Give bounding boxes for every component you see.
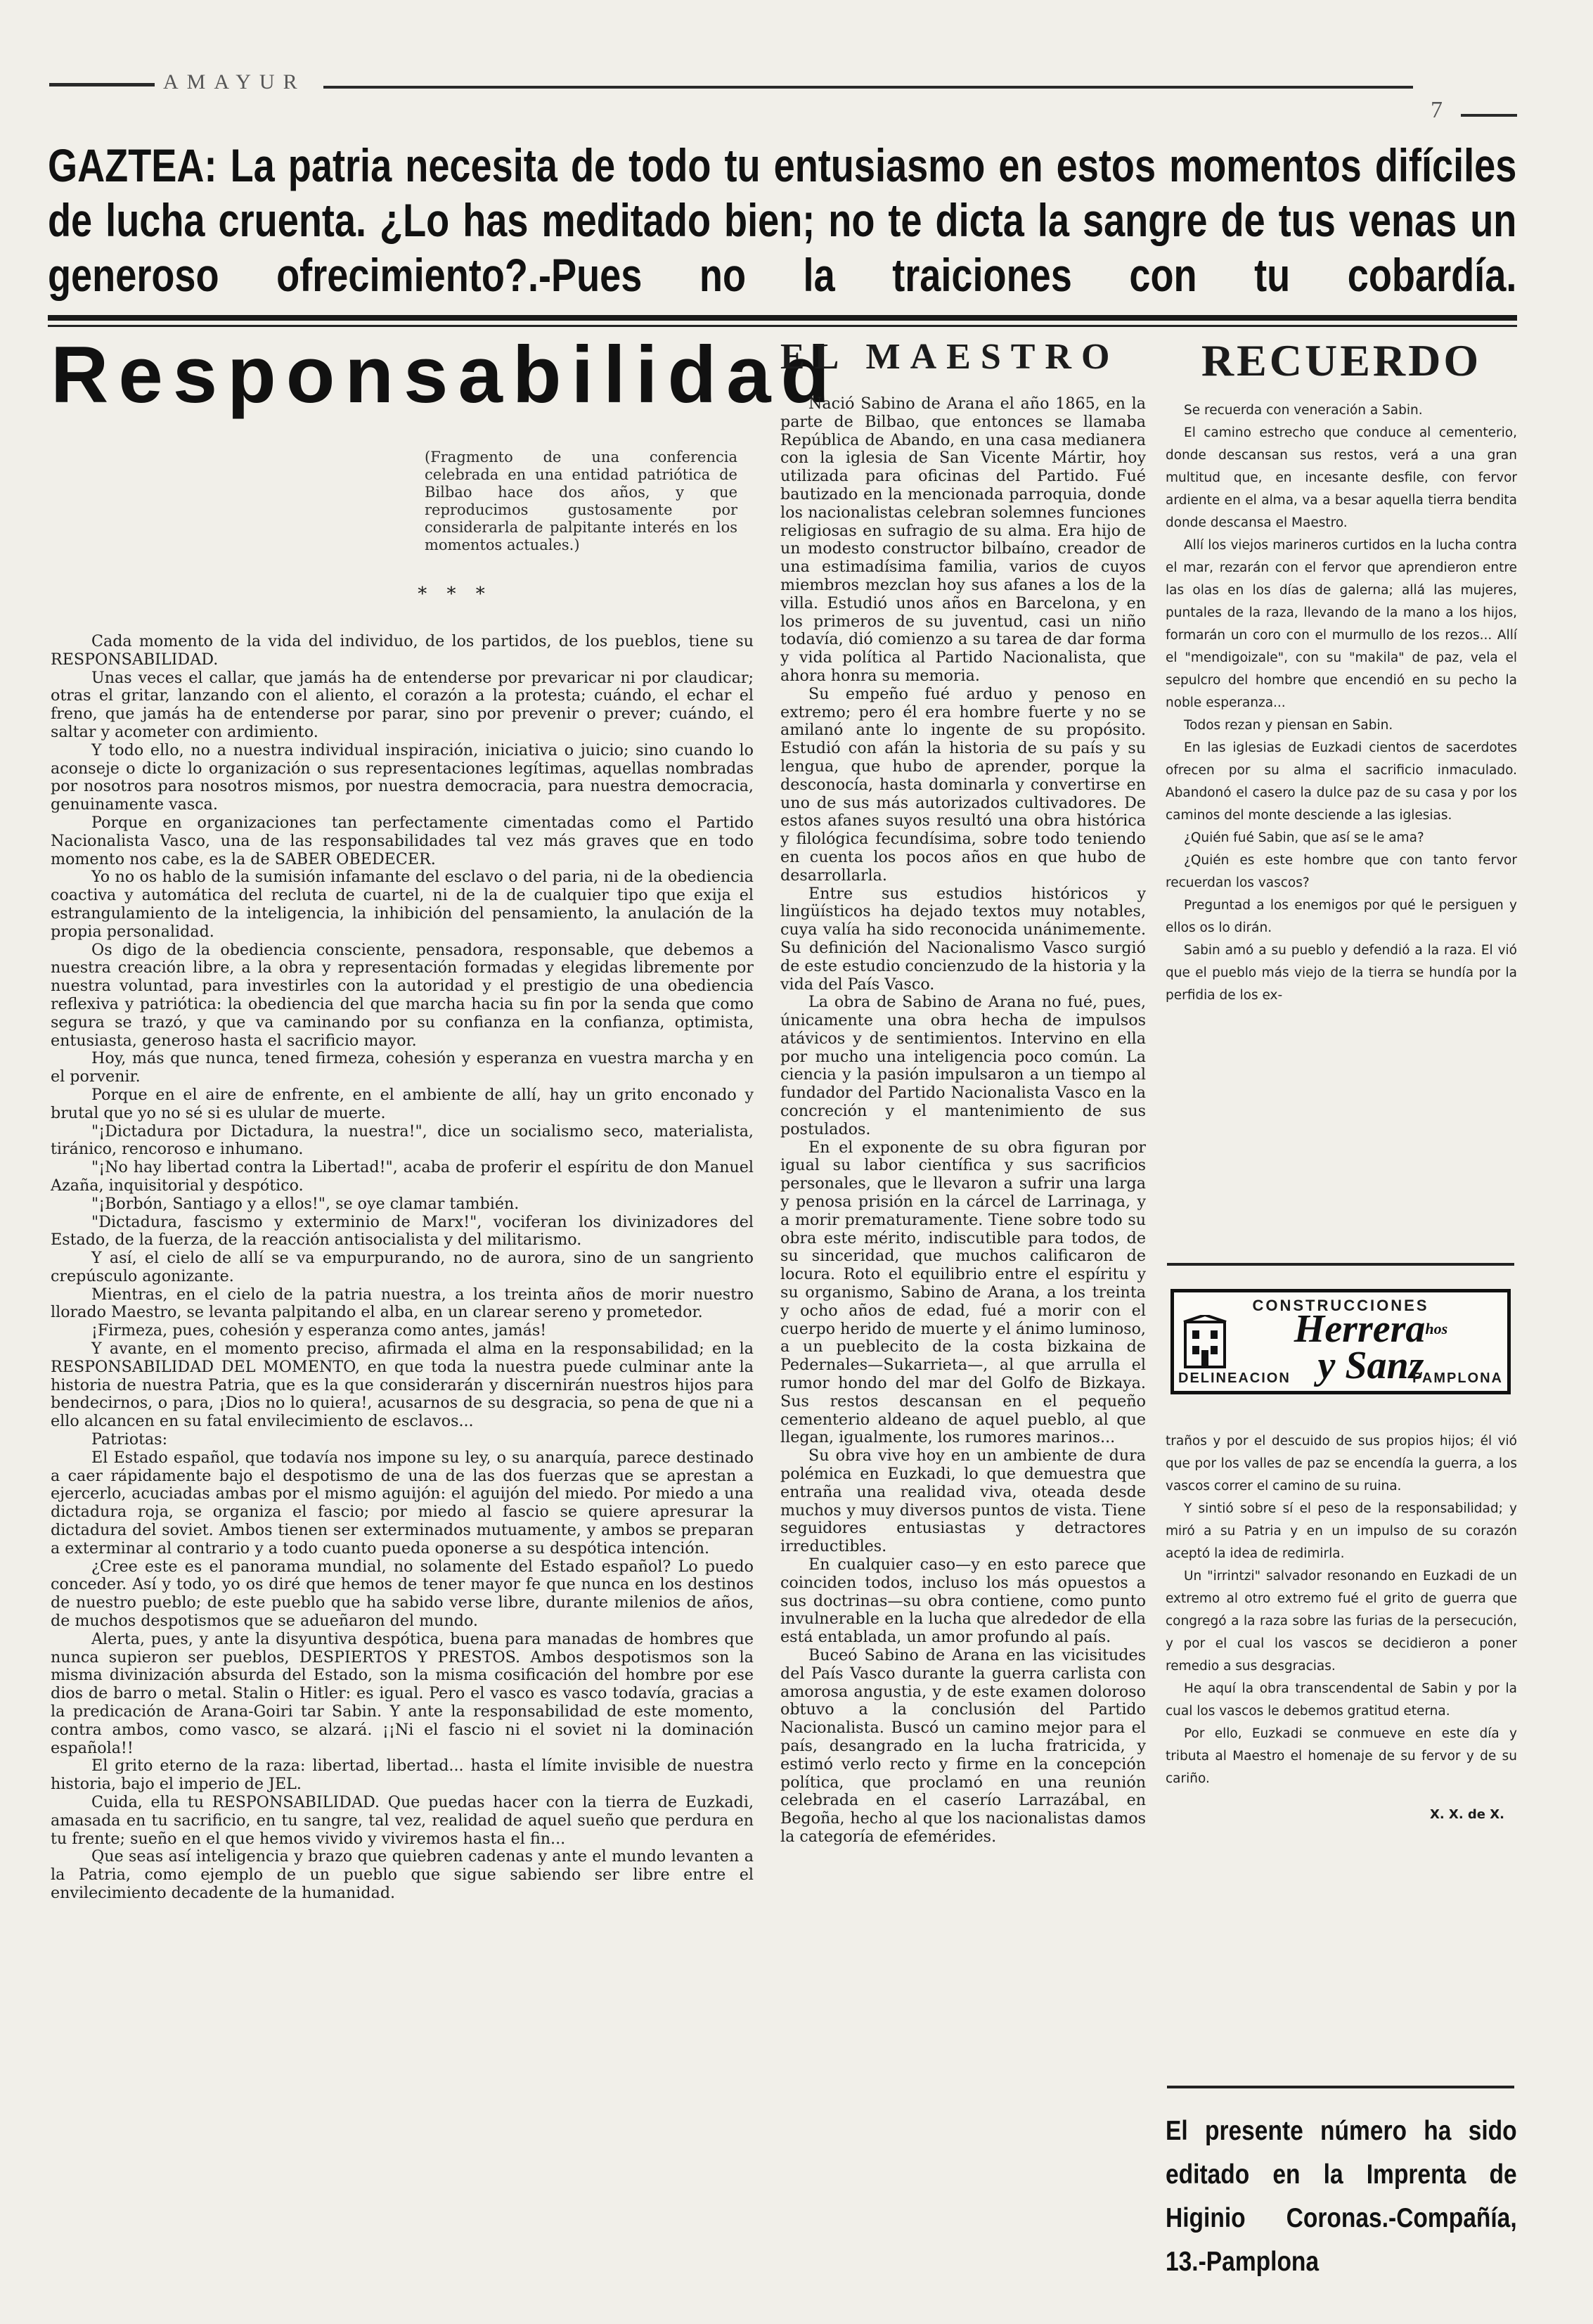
ad-heading: CONSTRUCCIONES <box>1252 1297 1429 1314</box>
article-body-top <box>1166 399 1517 1007</box>
paragraph: Nació Sabino de Arana el año 1865, en la parte de Bilbao, que entonces se llamaba República de Abando, en una casa medianera con la iglesia de San Vicente Mártir, hoy utilizada para oficinas del Partido. Fué bautizado en la mencionada parroquia, donde los nacionalistas celebran solemnes funciones religiosas en sufragio de su alma. Era hijo de un modesto constructor bilbaíno, creador de una estimadísima familia, varios de cuyos miembros mezclan hoy sus afanes a los de la villa. Estudió unos años en Barcelona, y en los primeros de su juventud, casi un niño todavía, dió comienzo a su tarea de dar forma y vida política al Partido Nacionalista, que ahora honra su memoria. <box>780 394 1146 685</box>
page-number: 7 <box>1431 97 1443 123</box>
paragraph: Preguntad a los enemigos por qué le persiguen y ellos os lo dirán. <box>1166 898 1517 935</box>
paragraph: Y todo ello, no a nuestra individual inspiración, iniciativa o juicio; sino cuando lo aconseje o dicte lo organización o sus representaciones legítimas, aquellas nombradas por nosotros para nosotros mismos, por nuestra democracia, para nuestra democracia, genuinamente vasca. <box>51 740 754 814</box>
paragraph: Alerta, pues, y ante la disyuntiva despótica, buena para manadas de hombres que nunca supieron ser pueblos, DESPIERTOS Y PRESTOS. Ambos despotismos son la misma divinización absurda del Estado, son la misma cosificación del hombre por ese dios de barro o metal. Stalin o Hitler: es igual. Pero el vasco es vasco todavía, gracias a la predicación de Arana-Goiri tar Sabin. Y ante la responsabilidad de este momento, contra ambos, como vasco, se alzará. ¡¡Ni el fascio ni el soviet ni la dominación española!! <box>51 1629 754 1757</box>
article-el-maestro <box>780 336 1146 1847</box>
paragraph: En cualquier caso—y en esto parece que coinciden todos, incluso los más opuestos a sus doctrinas—su obra contiene, como punto invulnerable en la lucha que alrededor de ella está entablada, un amor profundo al país. <box>780 1555 1146 1647</box>
paragraph: Hoy, más que nunca, tened firmeza, cohesión y esperanza en vuestra marcha y en el porvenir. <box>51 1049 754 1086</box>
article-body <box>780 395 1146 1847</box>
paragraph: Unas veces el callar, que jamás ha de entenderse por prevaricar ni por claudicar; otras el gritar, lanzando con el aliento, el corazón a la protesta; cuándo, el echar el freno, que jamás ha de entenderse por parar, sino por prevenir o prever; cuándo, el saltar y acometer con ardimiento. <box>51 668 754 741</box>
paragraph: "Dictadura, fascismo y exterminio de Marx!", vociferan los divinizadores del Estado, de la fuerza, de la reacción antisocialista y del militarismo. <box>51 1212 754 1250</box>
signature: X. X. de X. <box>1429 1807 1504 1822</box>
paragraph: Entre sus estudios históricos y lingüísticos ha dejado textos muy notables, cuya valía ha sido reconocida unánimemente. Su definición del Nacionalismo Vasco surgió de este estudio concienzudo de la historia y la vida del País Vasco. <box>780 884 1146 994</box>
paragraph: ¿Quién es este hombre que con tanto fervor recuerdan los vascos? <box>1166 853 1517 890</box>
paragraph: Sabin amó a su pueblo y defendió a la raza. El vió que el pueblo más viejo de la tierra se hundía por la perfidia de los ex- <box>1166 943 1517 1003</box>
paragraph: El Estado español, que todavía nos impone su ley, o su anarquía, parece destinado a caer rápidamente bajo el despotismo de una de las dos fuerzas que se aprestan a ejercerlo, acuciadas ambas por el mismo aguijón: el aguijón del miedo. Por miedo a una dictadura roja, se organiza el fascio; por miedo al fascio se quiere apresurar la dictadura del soviet. Ambos tienen ser exterminados mutuamente, y ambos se preparan a exterminar al contrario y a todo cuanto pueda oponerse a su despótica intención. <box>51 1448 754 1558</box>
paragraph: El camino estrecho que conduce al cementerio, donde descansan sus restos, verá a una gran multitud que, en incesante desfile, con fervor ardiente en el alma, va a besar aquella tierra bendita donde descansa el Maestro. <box>1166 425 1517 530</box>
paragraph: ¿Cree este es el panorama mundial, no solamente del Estado español? Lo puedo conceder. Así y todo, yo os diré que hemos de tener mayor fe que nunca en los destinos de nuestro pueblo; de este pueblo que ha sabido verse libre, durante milenios de años, de muchos despotismos que se adueñaron del mundo. <box>51 1557 754 1631</box>
masthead: AMAYUR <box>163 70 306 94</box>
paragraph: Todos rezan y piensan en Sabin. <box>1184 718 1393 733</box>
paragraph: Y así, el cielo de allí se va empurpurando, no de aurora, sino de un sangriento crepúsculo agonizante. <box>51 1249 754 1285</box>
article-title: RECUERDO <box>1201 335 1482 385</box>
paragraph: La obra de Sabino de Arana no fué, pues, únicamente una obra hecha de impulsos atávicos y de sentimientos. Intervino en ella por mucho una inteligencia poco común. La ciencia y la pasión impulsaron a un tiempo al fundador del Partido Nacionalista Vasco en la concreción y el mantenimiento de sus postulados. <box>780 993 1146 1138</box>
paragraph: ¡Firmeza, pues, cohesión y esperanza como antes, jamás! <box>91 1321 547 1340</box>
printer-divider <box>1167 2086 1514 2088</box>
article-responsabilidad <box>51 330 840 1903</box>
ad-footer-right: PAMPLONA <box>1412 1370 1503 1386</box>
paragraph: Su obra vive hoy en un ambiente de dura polémica en Euzkadi, lo que demuestra que entraña una realidad viva, oteada desde muchos y muy diversos puntos de vista. Tiene seguidores entusiastas y detractores irreductibles. <box>780 1446 1146 1556</box>
article-recuerdo <box>1166 336 1517 1007</box>
paragraph: Porque en el aire de enfrente, en el ambiente de allí, hay un grito enconado y brutal que yo no sé si es ulular de muerte. <box>51 1085 754 1122</box>
building-icon <box>1182 1315 1227 1370</box>
ad-divider-top <box>1167 1263 1514 1266</box>
paragraph: Yo no os hablo de la sumisión infamante del esclavo o del paria, ni de la obediencia coactiva y automática del recluta de cuartel, ni de la de cualquier tipo que exija el estrangulamiento de la inteligencia, la inhibición del pensamiento, la anulación de la propia personalidad. <box>51 868 754 941</box>
ad-footer <box>1178 1370 1503 1387</box>
paragraph: Un "irrintzi" salvador resonando en Euzkadi de un extremo al otro extremo fué el grito de guerra que congregó a la raza sobre las furias de la persecución, y por el cual los vascos se decidieron a poner remedio a sus desgracias. <box>1166 1569 1517 1674</box>
article-title: EL MAESTRO <box>780 337 1120 377</box>
section-separator: * * * <box>418 584 492 605</box>
paragraph: Cuida, ella tu RESPONSABILIDAD. Que puedas hacer con la tierra de Euzkadi, amasada en tu sacrificio, en tu sangre, tal vez, realidad de aquel sueño que perdura en tu frente; sueño en el que hemos vivido y viviremos hasta el fin... <box>51 1793 754 1848</box>
ad-footer-left: DELINEACION <box>1178 1370 1291 1386</box>
paragraph: "¡No hay libertad contra la Libertad!", acaba de proferir el espíritu de don Manuel Azaña, inquisitorial y despótico. <box>51 1158 754 1195</box>
paragraph: "¡Dictadura por Dictadura, la nuestra!", dice un socialismo seco, materialista, tiránico, rencoroso e inhumano. <box>51 1122 754 1159</box>
paragraph: "¡Borbón, Santiago y a ellos!", se oye clamar también. <box>91 1194 520 1213</box>
paragraph: Allí los viejos marineros curtidos en la lucha contra el mar, rezarán con el fervor que aprendieron entre las olas en los días de galerna; allá las mujeres, puntales de la raza, llevando de la mano a los hijos, formarán un coro con el murmullo de los rezos... Allí el "mendigoizale", con su "makila" de paz, vela el sepulcro del hombre que encendió en su pecho la noble esperanza... <box>1166 538 1517 710</box>
paragraph: Cada momento de la vida del individuo, de los partidos, de los pueblos, tiene su RESPONSABILIDAD. <box>51 632 754 669</box>
header-rule-end <box>1461 114 1517 117</box>
paragraph: Patriotas: <box>91 1430 168 1449</box>
paragraph: Mientras, en el cielo de la patria nuestra, a los treinta años de morir nuestro llorado Maestro, se levanta palpitando el alba, en un clarear sereno y prometedor. <box>51 1285 754 1322</box>
printer-note <box>1166 2110 1517 2284</box>
paragraph: Que seas así inteligencia y brazo que quiebren cadenas y ante el mundo levanten a la Patria, como ejemplo de un pueblo que sigue sabiendo ser libre entre el envilecimiento decadente de la humanidad. <box>51 1847 754 1902</box>
paragraph: En el exponente de su obra figuran por igual su labor científica y sus sacrificios personales, que le llevaron a sufrir una larga y penosa prisión en la cárcel de Larrinaga, y a morir prematuramente. Tiene sobre todo su obra este mérito, indiscutible para todos, de su sinceridad, que muchos calificaron de locura. Roto el equilibrio entre el espíritu y su organismo, Sabino de Arana, a los treinta y ocho años de edad, fué a morir con el cuerpo herido de muerte y el ánimo luminoso, a un pueblecito de la costa bizkaina de Pedernales—Sukarrieta—, al que arrulla el rumor hondo del mar del Golfo de Bizkaya. Sus restos descansan en el pequeño cementerio aldeano de aquel pueblo, al que llegan, igualmente, los rumores marinos... <box>780 1138 1146 1447</box>
article-body <box>51 633 754 1903</box>
paragraph: Os digo de la obediencia consciente, pensadora, responsable, que debemos a nuestra creación libre, a la obra y representación formadas y elegidas libremente por nuestra voluntad, para investirles con la autoridad y el prestigio de una obediencia reflexiva y patriótica: la obediencia del que marcha hacia su fin por la senda que como segura se trazó, y que va caminando por su confianza en la confianza, optimista, entusiasta, generoso hasta el sacrificio mayor. <box>51 940 754 1050</box>
paragraph: Por ello, Euzkadi se conmueve en este día y tributa al Maestro el homenaje de su fervor y de su cariño. <box>1166 1726 1517 1786</box>
paragraph: traños y por el descuido de sus propios hijos; él vió que por los valles de paz se encendía la guerra, a los vascos correr el camino de su ruina. <box>1166 1434 1517 1494</box>
ad-name-suffix: hos <box>1425 1320 1448 1337</box>
paragraph: Y sintió sobre sí el peso de la responsabilidad; y miró a su Patria y en un impulso de su corazón aceptó la idea de redimirla. <box>1166 1501 1517 1561</box>
paragraph: En las iglesias de Euzkadi cientos de sacerdotes ofrecen por su alma el sacrificio inmaculado. Abandonó el casero la dulce paz de su casa y por los caminos del monte desciende a las iglesias. <box>1166 740 1517 823</box>
printer-note-text: El presente número ha sido editado en la Imprenta de Higinio Coronas.-Compañía, 13.-Pamplona <box>1166 2116 1517 2277</box>
ad-name-line1: Herrera <box>1294 1307 1426 1351</box>
banner-rule-thin <box>48 325 1517 327</box>
paragraph: Su empeño fué arduo y penoso en extremo; pero él era hombre fuerte y no se amilanó ante lo ingente de su propósito. Estudió con afán la historia de su país y su lengua, que hubo de aprender, porque la desconocía, hasta dominarla y convertirse en uno de sus más autorizados cultivadores. De estos afanes suyos resultó una obra histórica y filológica fecundísima, sobre todo teniendo en cuenta los pocos años en que hubo de desarrollarla. <box>780 684 1146 885</box>
paragraph: Porque en organizaciones tan perfectamente cimentadas como el Partido Nacionalista Vasco, una de las responsabilidades tal vez más graves que en todo momento nos cabe, es la de SABER OBEDECER. <box>51 813 754 868</box>
paragraph: He aquí la obra transcendental de Sabin y por la cual los vascos le debemos gratitud eterna. <box>1166 1681 1517 1719</box>
article-recuerdo-continued <box>1166 1430 1517 1822</box>
paragraph: Se recuerda con veneración a Sabin. <box>1184 403 1423 418</box>
paragraph: Y avante, en el momento preciso, afirmada el alma en la responsabilidad; en la RESPONSABILIDAD DEL MOMENTO, en que toda la nuestra puede culminar ante la historia de nuestra Patria, que es la que considerarán y discernirán nuestros hijos para bendecirnos, o para, ¡Dios no lo quiera!, acusarnos de su desgracia, so pena de que ni a ello alcancen en su fatal envilecimiento de esclavos... <box>51 1340 754 1431</box>
header-rule-left <box>49 83 155 86</box>
ad-name-line2: y Sanz <box>1317 1344 1424 1387</box>
paragraph: ¿Quién fué Sabin, que así se le ama? <box>1184 830 1424 845</box>
paragraph: Buceó Sabino de Arana en las vicisitudes del País Vasco durante la guerra carlista con amorosa angustia, y de este examen doloroso obtuvo a la conclusión del Partido Nacionalista. Buscó un camino mejor para el país, desangrado en la lucha fratricida, y estimó verlo recto y firme en la concepción política, que proclamó en una reunión celebrada en el caserío Larrazábal, en Begoña, hecho al que los nacionalistas damos la categoría de efemérides. <box>780 1645 1146 1846</box>
paragraph: El grito eterno de la raza: libertad, libertad... hasta el límite invisible de nuestra historia, bajo el imperio de JEL. <box>51 1757 754 1794</box>
banner-slogan: GAZTEA: La patria necesita de todo tu entusiasmo en estos momentos difíciles de lucha cruenta. ¿Lo has meditado bien; no te dicta la sangre de tus venas un generoso ofrecimiento?.-Pues no la traiciones con tu cobardía. <box>48 139 1517 301</box>
article-fragment-note: (Fragmento de una conferencia celebrada en una entidad patriótica de Bilbao hace dos años, y que reproducimos gustosamente por considerarla de palpitante interés en los momentos actuales.) <box>425 449 737 553</box>
article-title: Responsabilidad <box>51 330 840 420</box>
banner-rule <box>48 315 1517 321</box>
advertisement-herrera-sanz <box>1170 1289 1511 1394</box>
header-rule-right <box>323 86 1413 89</box>
